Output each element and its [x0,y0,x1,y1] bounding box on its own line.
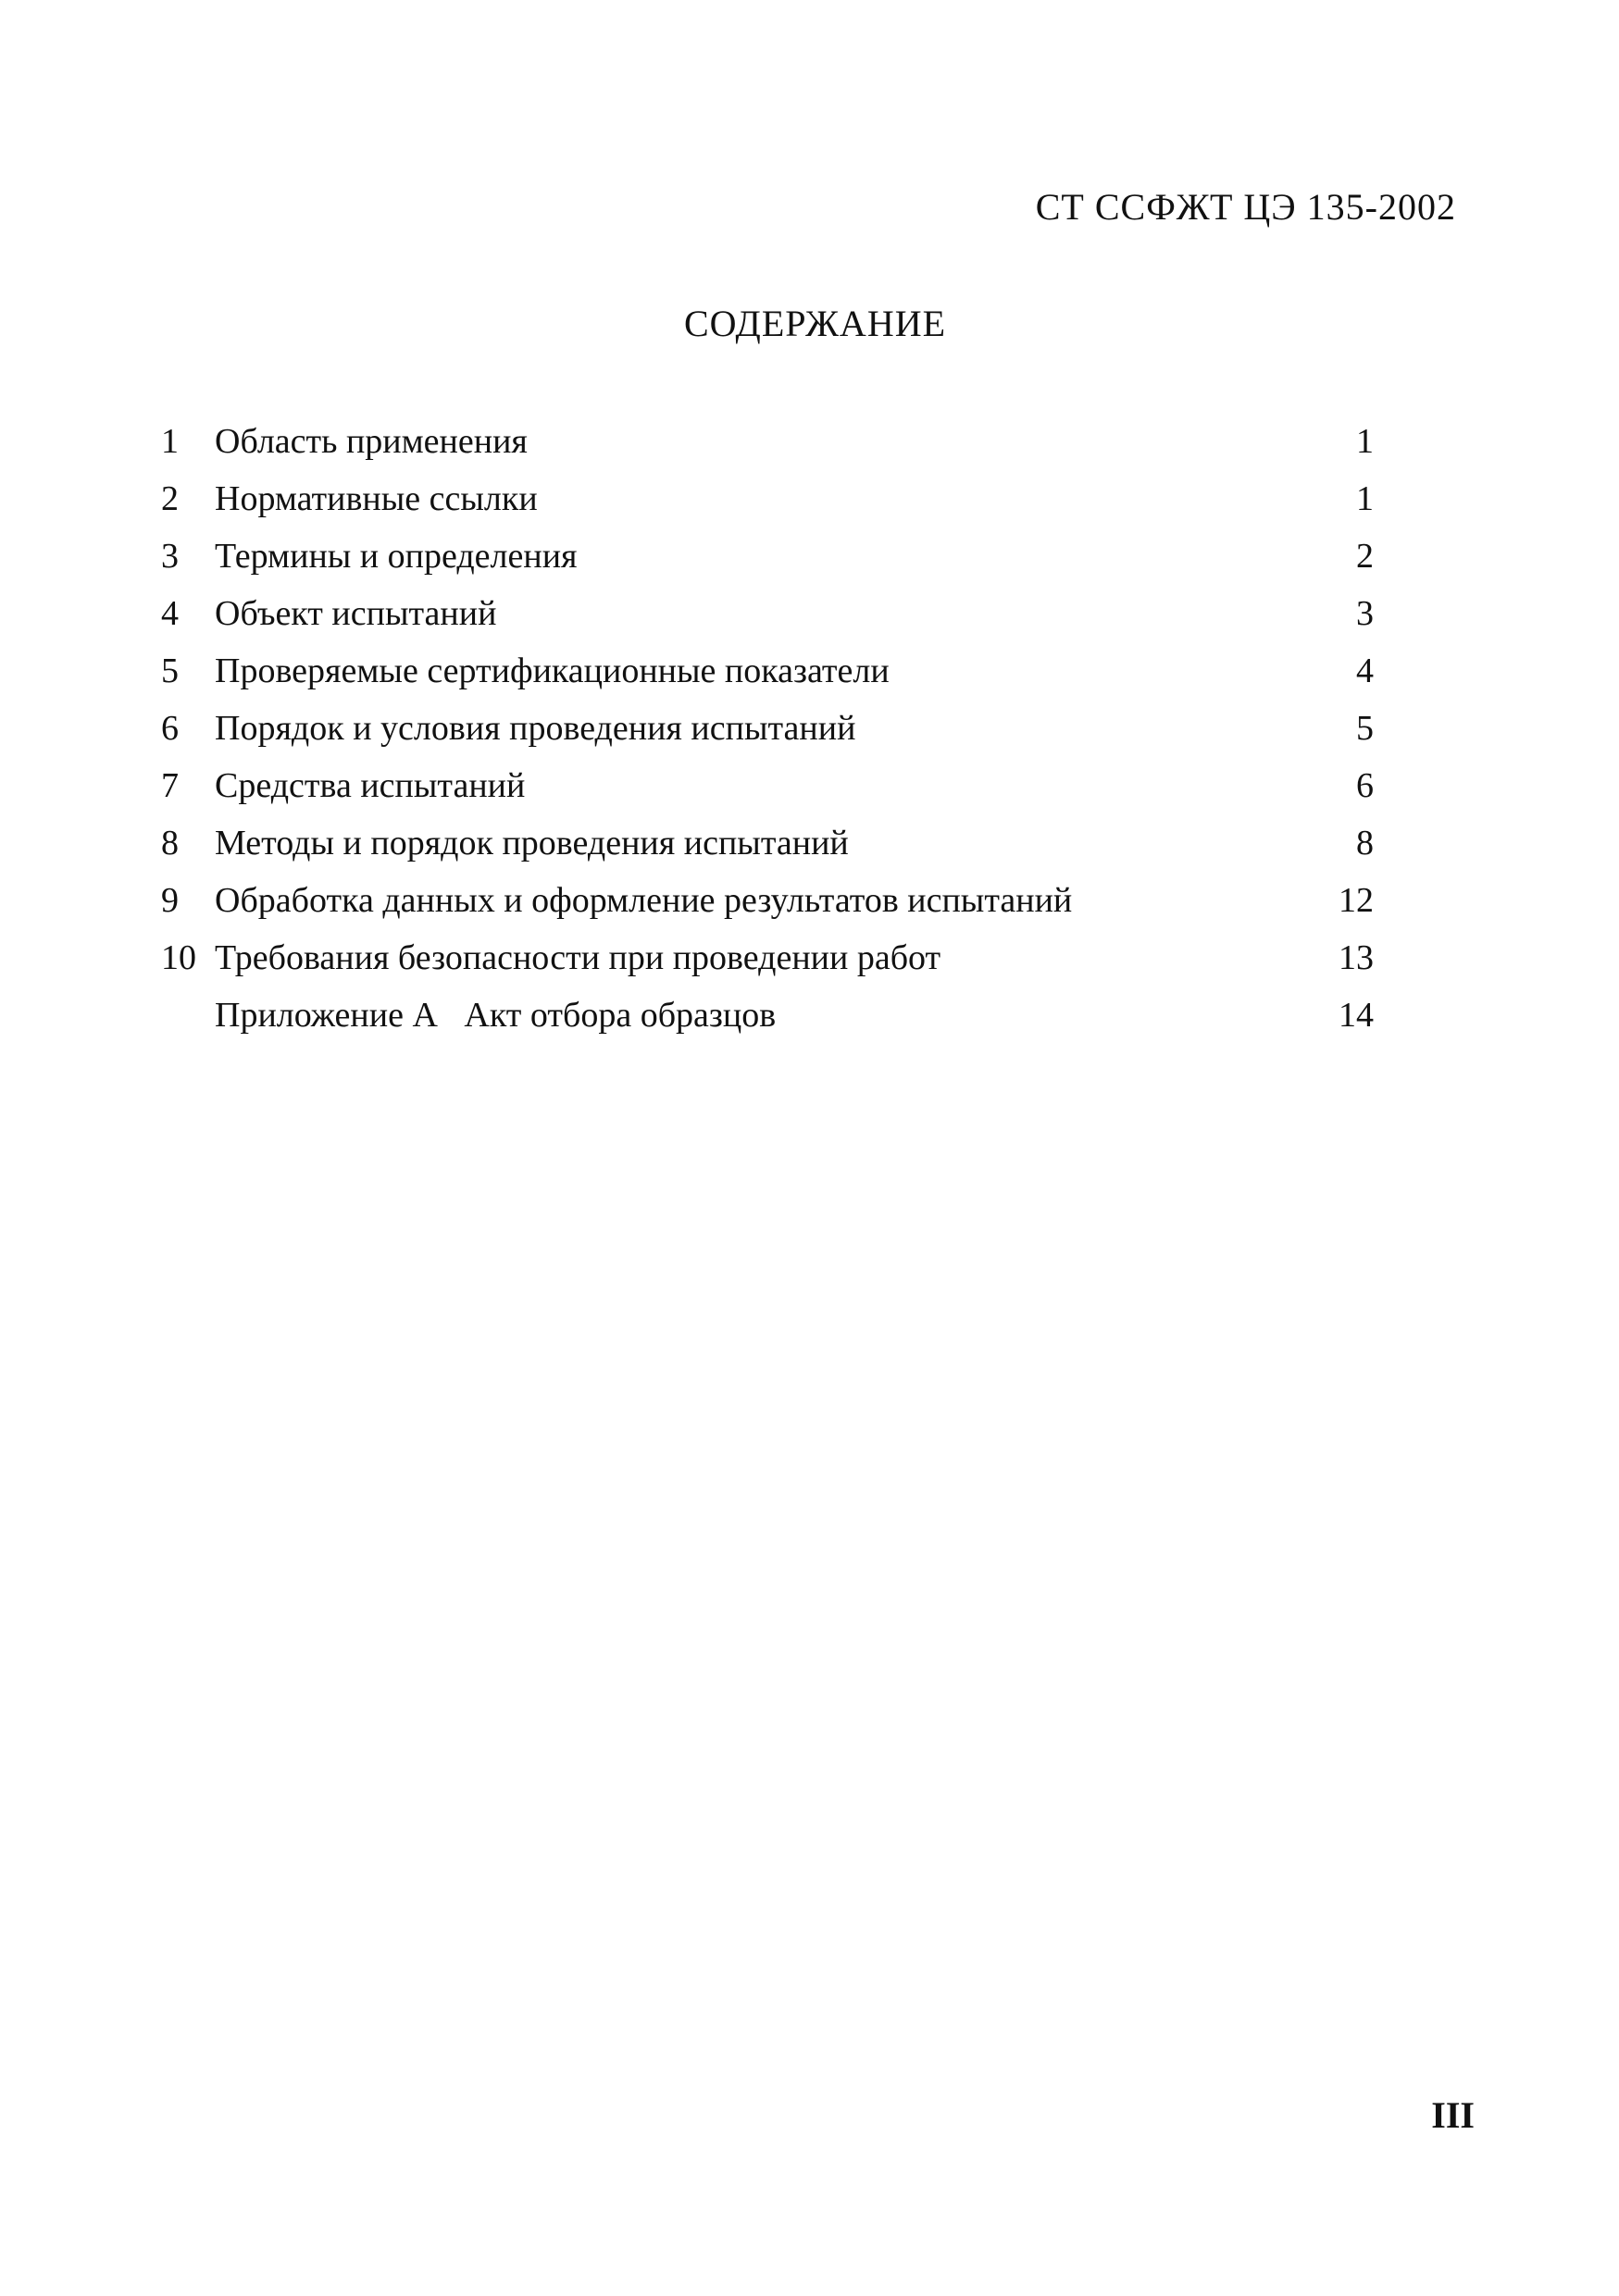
toc-item [161,814,1374,872]
document-code: СТ ССФЖТ ЦЭ 135-2002 [1035,186,1456,228]
toc-item [161,585,1374,642]
toc-item-page: 14 [1339,996,1374,1035]
toc-title: СОДЕРЖАНИЕ [683,303,947,344]
toc-item-number: 9 [161,881,179,920]
toc-item-page: 4 [1356,652,1374,690]
toc-item-number: 8 [161,824,179,863]
toc-item-number: 5 [161,652,179,690]
toc-item [161,413,1374,470]
toc-item [161,929,1374,987]
toc-item [161,642,1374,700]
toc-item-page: 1 [1356,422,1374,461]
toc-item-title: Объект испытаний [215,594,497,633]
toc-item-number: 10 [161,938,196,977]
toc-item-title: Методы и порядок проведения испытаний [215,824,849,863]
toc-item-number: 1 [161,422,179,461]
toc-item [161,527,1374,585]
toc-item-page: 13 [1339,938,1374,977]
toc-item-number: 4 [161,594,179,633]
toc-item-page: 1 [1356,479,1374,518]
toc-item-number: 2 [161,479,179,518]
toc-item [161,470,1374,527]
page-number: III [1431,2094,1475,2136]
toc-item-title: Нормативные ссылки [215,479,538,518]
toc-item-title: Средства испытаний [215,766,526,805]
toc-item-page: 3 [1356,594,1374,633]
toc-item-page: 6 [1356,766,1374,805]
toc-item-number: 7 [161,766,179,805]
toc-item-page: 2 [1356,537,1374,576]
table-of-contents [161,413,1374,1044]
toc-item-title: Порядок и условия проведения испытаний [215,709,856,748]
toc-item-title: Обработка данных и оформление результатов испытаний [215,881,1073,920]
toc-item-title: Термины и определения [215,537,578,576]
toc-item [161,757,1374,814]
toc-item-page: 5 [1356,709,1374,748]
toc-item-title: Требования безопасности при проведении работ [215,938,941,977]
toc-item-title: Область применения [215,422,528,461]
toc-item [161,872,1374,929]
toc-item-title: Приложение А Акт отбора образцов [215,996,777,1035]
toc-item-page: 12 [1339,881,1374,920]
toc-item [161,700,1374,757]
toc-item-title: Проверяемые сертификационные показатели [215,652,890,690]
toc-item-page: 8 [1356,824,1374,863]
toc-item-number: 3 [161,537,179,576]
toc-item-number: 6 [161,709,179,748]
toc-item-appendix [161,987,1374,1044]
